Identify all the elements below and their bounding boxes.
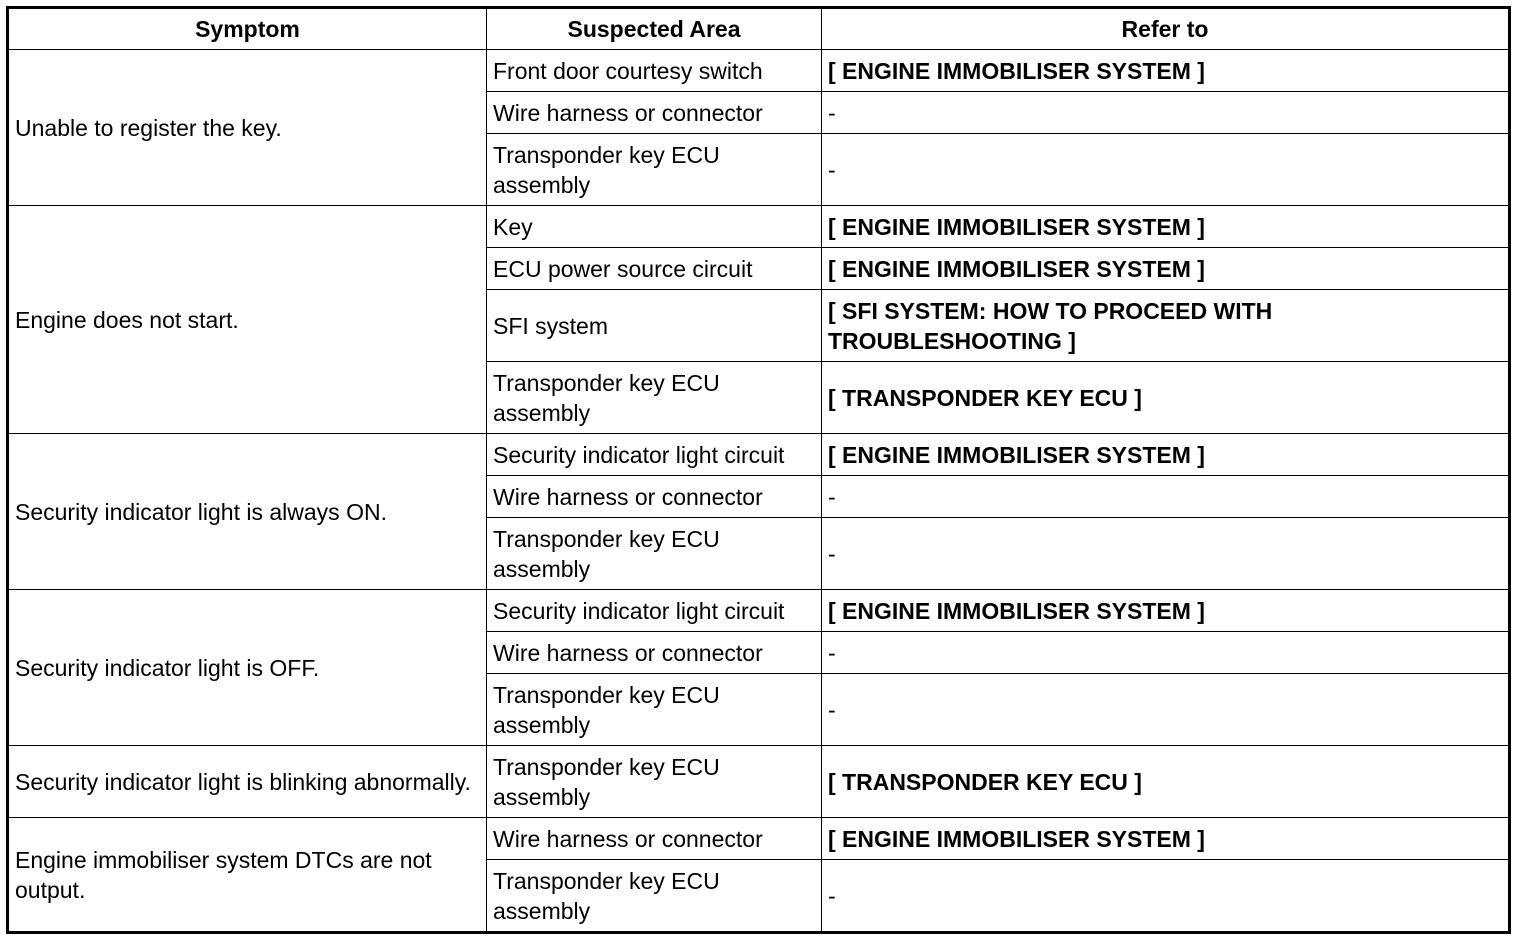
suspected-area-cell: Security indicator light circuit [487, 434, 822, 476]
refer-cell: - [822, 674, 1510, 746]
symptom-cell: Unable to register the key. [8, 50, 487, 206]
header-suspected-area: Suspected Area [487, 8, 822, 50]
symptom-cell: Security indicator light is always ON. [8, 434, 487, 590]
table-row [8, 50, 1510, 92]
suspected-area-cell: Transponder key ECU assembly [487, 134, 822, 206]
table-header-row [8, 8, 1510, 50]
table-row [8, 206, 1510, 248]
suspected-area-cell: Security indicator light circuit [487, 590, 822, 632]
suspected-area-cell: ECU power source circuit [487, 248, 822, 290]
refer-cell: - [822, 860, 1510, 933]
suspected-area-cell: Transponder key ECU assembly [487, 860, 822, 933]
suspected-area-cell: Wire harness or connector [487, 632, 822, 674]
refer-cell: - [822, 476, 1510, 518]
symptom-cell: Engine does not start. [8, 206, 487, 434]
header-refer-to: Refer to [822, 8, 1510, 50]
refer-link[interactable]: [ ENGINE IMMOBILISER SYSTEM ] [822, 590, 1510, 632]
refer-cell: - [822, 92, 1510, 134]
refer-link[interactable]: [ ENGINE IMMOBILISER SYSTEM ] [822, 50, 1510, 92]
suspected-area-cell: Transponder key ECU assembly [487, 362, 822, 434]
suspected-area-cell: Key [487, 206, 822, 248]
suspected-area-cell: Transponder key ECU assembly [487, 746, 822, 818]
suspected-area-cell: Wire harness or connector [487, 476, 822, 518]
refer-cell: - [822, 518, 1510, 590]
troubleshooting-table [6, 6, 1511, 934]
suspected-area-cell: SFI system [487, 290, 822, 362]
table-row [8, 590, 1510, 632]
refer-link[interactable]: [ ENGINE IMMOBILISER SYSTEM ] [822, 206, 1510, 248]
table-row [8, 746, 1510, 818]
suspected-area-cell: Transponder key ECU assembly [487, 674, 822, 746]
symptom-cell: Security indicator light is OFF. [8, 590, 487, 746]
refer-link[interactable]: [ TRANSPONDER KEY ECU ] [822, 362, 1510, 434]
header-symptom: Symptom [8, 8, 487, 50]
suspected-area-cell: Front door courtesy switch [487, 50, 822, 92]
table-row [8, 434, 1510, 476]
table-row [8, 818, 1510, 860]
symptom-cell: Security indicator light is blinking abnormally. [8, 746, 487, 818]
refer-link[interactable]: [ ENGINE IMMOBILISER SYSTEM ] [822, 434, 1510, 476]
refer-link[interactable]: [ SFI SYSTEM: HOW TO PROCEED WITH TROUBLESHOOTING ] [822, 290, 1510, 362]
refer-cell: - [822, 134, 1510, 206]
refer-link[interactable]: [ ENGINE IMMOBILISER SYSTEM ] [822, 248, 1510, 290]
suspected-area-cell: Wire harness or connector [487, 818, 822, 860]
suspected-area-cell: Wire harness or connector [487, 92, 822, 134]
symptom-cell: Engine immobiliser system DTCs are not output. [8, 818, 487, 933]
refer-link[interactable]: [ TRANSPONDER KEY ECU ] [822, 746, 1510, 818]
refer-cell: - [822, 632, 1510, 674]
refer-link[interactable]: [ ENGINE IMMOBILISER SYSTEM ] [822, 818, 1510, 860]
suspected-area-cell: Transponder key ECU assembly [487, 518, 822, 590]
